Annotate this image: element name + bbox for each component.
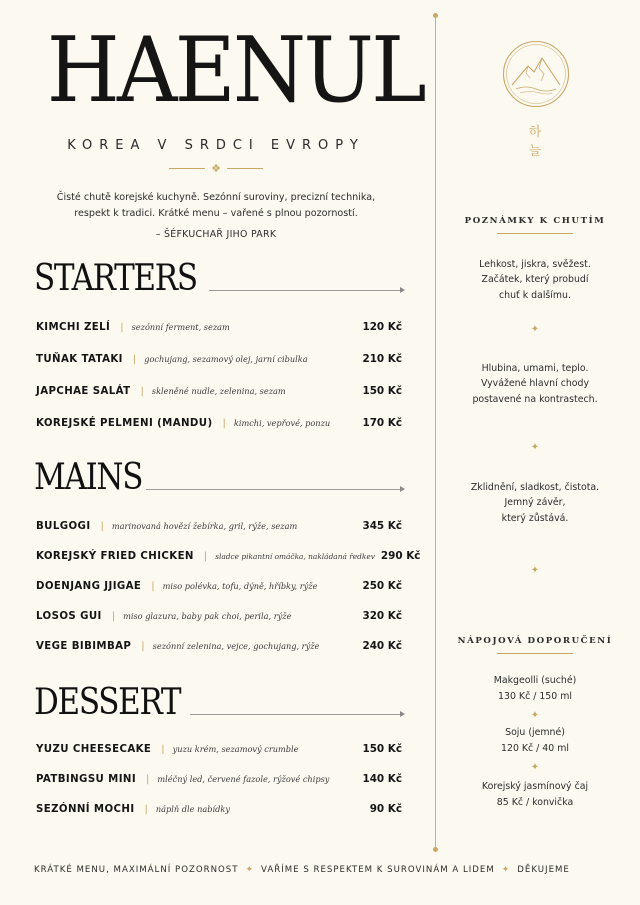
item-description: sladce pikantní omáčka, nakládaná ředkev [215, 551, 375, 561]
brand-title: HAENUL [46, 18, 424, 123]
drink-name: Soju (jemné) [505, 727, 565, 738]
item-name: SEZÓNNÍ MOCHI [36, 803, 135, 815]
separator-bar-icon: | [120, 321, 124, 333]
drink-item [455, 779, 615, 811]
arrow-rule-icon [146, 489, 404, 490]
separator-bar-icon: | [100, 520, 104, 532]
drink-price: 130 Kč / 150 ml [498, 691, 572, 702]
item-name: PATBINGSU MINI [36, 773, 137, 785]
diamond-ornament-icon: ❖ [169, 163, 263, 174]
item-price: 140 Kč [362, 773, 402, 785]
footer-text: DĚKUJEME [517, 865, 570, 875]
item-price: 290 Kč [380, 550, 421, 562]
notes-title: POZNÁMKY K CHUTÍM [464, 216, 606, 226]
separator-bar-icon: | [111, 610, 116, 622]
item-description: sezónní ferment, sezam [131, 322, 230, 332]
menu-item [36, 375, 402, 407]
separator-bar-icon: | [132, 353, 137, 365]
item-name: TUŇAK TATAKI [36, 353, 123, 365]
item-price: 150 Kč [362, 743, 402, 755]
notes-header [455, 216, 615, 234]
separator-bar-icon: | [151, 580, 155, 592]
separator-bar-icon: | [141, 640, 145, 652]
menu-item [36, 794, 402, 824]
vertical-divider [435, 15, 436, 850]
tasting-note: Lehkost, jiskra, svěžest. Začátek, který probudí chuť k dalšímu. [479, 259, 591, 301]
item-description: miso polévka, tofu, dýně, hříbky, rýže [162, 581, 318, 591]
separator-bar-icon: | [203, 550, 208, 562]
item-name: KOREJSKÝ FRIED CHICKEN [36, 550, 194, 562]
menu-list-dessert [36, 734, 402, 824]
item-description: sezónní zelenina, vejce, gochujang, rýže [152, 641, 320, 651]
item-price: 210 Kč [362, 353, 402, 365]
star-ornament-icon: ✦ [501, 865, 511, 875]
arrow-rule-icon [190, 714, 404, 715]
menu-item [36, 601, 402, 631]
separator-bar-icon: | [222, 417, 226, 429]
arrow-rule-icon [209, 290, 404, 291]
menu-item [36, 511, 402, 541]
star-ornament-icon: ✦ [530, 710, 540, 721]
item-name: YUZU CHEESECAKE [36, 743, 152, 755]
item-name: KOREJSKÉ PELMENI (MANDU) [36, 417, 213, 429]
star-ornament-icon: ✦ [530, 324, 540, 335]
hangul-mark [455, 123, 615, 161]
star-ornament-icon: ✦ [530, 442, 540, 453]
item-price: 320 Kč [362, 610, 402, 622]
separator-bar-icon: | [146, 773, 150, 785]
section-header-dessert [34, 682, 404, 723]
section-title: DESSERT [34, 682, 181, 723]
star-ornament-icon: ✦ [530, 762, 540, 773]
hangul-char: 하 [528, 125, 542, 140]
item-name: DOENJANG JJIGAE [36, 580, 142, 592]
section-title: STARTERS [34, 258, 197, 299]
footer [34, 865, 594, 875]
section-title: MAINS [34, 457, 143, 498]
hangul-char: 늘 [528, 144, 542, 159]
separator-bar-icon: | [140, 385, 144, 397]
item-description: náplň dle nabídky [155, 804, 230, 814]
separator-bar-icon: | [144, 803, 148, 815]
menu-item [36, 631, 402, 661]
menu-item [36, 734, 402, 764]
footer-text: VAŘÍME S RESPEKTEM K SUROVINÁM A LIDEM [261, 865, 495, 875]
item-description: yuzu krém, sezamový crumble [172, 744, 299, 754]
item-price: 345 Kč [362, 520, 402, 532]
item-name: VEGE BIBIMBAP [36, 640, 132, 652]
item-price: 90 Kč [369, 803, 402, 815]
section-header-starters [34, 258, 404, 299]
menu-item [36, 764, 402, 794]
tasting-note: Hlubina, umami, teplo. Vyvážené hlavní chody postavené na kontrastech. [472, 363, 598, 405]
brand-header [34, 18, 424, 175]
mountain-emblem-icon [502, 40, 570, 108]
menu-list-starters [36, 311, 402, 439]
drink-item [455, 725, 615, 757]
item-name: KIMCHI ZELÍ [36, 321, 111, 333]
item-name: JAPCHAE SALÁT [36, 385, 131, 397]
item-price: 240 Kč [362, 640, 402, 652]
drink-price: 85 Kč / konvička [496, 797, 574, 808]
drinks-header [455, 636, 615, 654]
item-description: skleněné nudle, zelenina, sezam [151, 386, 286, 396]
item-name: BULGOGI [36, 520, 91, 532]
chef-signature: – ŠÉFKUCHAŘ JIHO PARK [155, 229, 277, 240]
drink-item [455, 673, 615, 705]
star-ornament-icon: ✦ [245, 865, 255, 875]
section-header-mains [34, 457, 404, 498]
menu-item [36, 343, 402, 375]
drink-name: Makgeolli (suché) [493, 675, 577, 686]
item-price: 170 Kč [362, 417, 402, 429]
drink-price: 120 Kč / 40 ml [501, 743, 569, 754]
footer-text: KRÁTKÉ MENU, MAXIMÁLNÍ POZORNOST [34, 865, 239, 875]
separator-bar-icon: | [161, 743, 165, 755]
star-ornament-icon: ✦ [530, 565, 540, 576]
menu-list-mains [36, 511, 421, 661]
menu-item [36, 311, 402, 343]
item-price: 120 Kč [362, 321, 402, 333]
intro-line: Čisté chutě korejské kuchyně. Sezónní suroviny, precizní technika, [56, 192, 376, 203]
brand-subtitle: KOREA V SRDCI EVROPY [67, 138, 365, 153]
item-description: kimchi, vepřové, ponzu [233, 418, 331, 428]
drinks-title: NÁPOJOVÁ DOPORUČENÍ [457, 636, 613, 646]
item-description: miso glazura, baby pak choi, perila, rýže [123, 611, 292, 621]
item-name: LOSOS GUI [36, 610, 102, 622]
menu-item [36, 571, 402, 601]
menu-item [36, 541, 421, 571]
intro-text [44, 190, 388, 222]
intro-line: respekt k tradici. Krátké menu – vařené s plnou pozorností. [74, 208, 358, 219]
item-price: 150 Kč [362, 385, 402, 397]
menu-item [36, 407, 402, 439]
item-price: 250 Kč [362, 580, 402, 592]
drink-name: Korejský jasmínový čaj [481, 781, 589, 792]
item-description: mléčný led, červené fazole, rýžové chipsy [157, 774, 330, 784]
item-description: gochujang, sezamový olej, jarní cibulka [144, 354, 308, 364]
tasting-note: Zklidnění, sladkost, čistota. Jemný závěr, který zůstává. [470, 482, 600, 524]
item-description: marinovaná hovězí žebírka, gril, rýže, sezam [111, 521, 298, 531]
